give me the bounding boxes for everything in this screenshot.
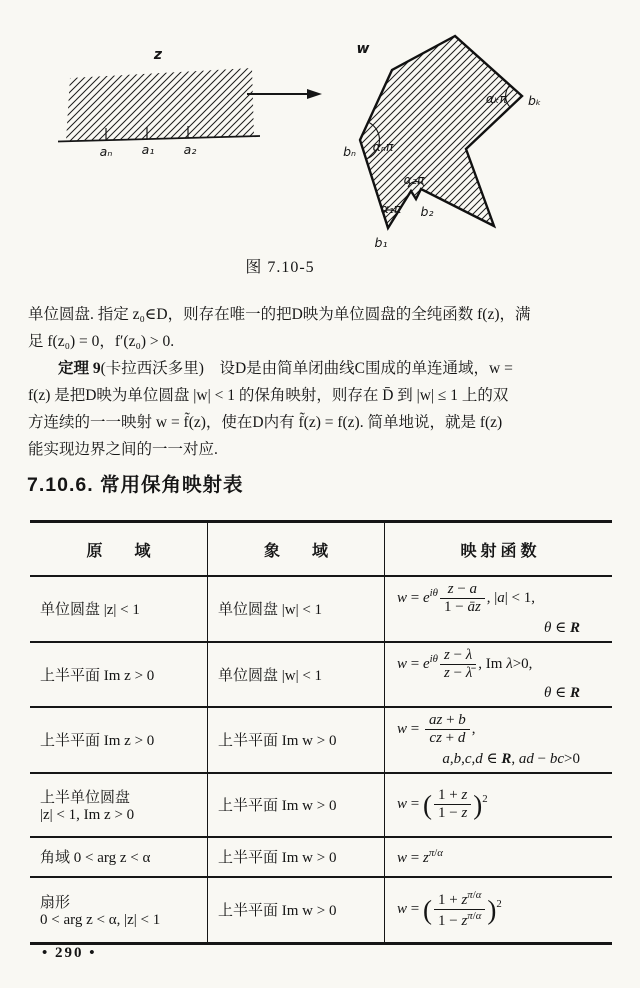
image-cell bbox=[208, 838, 385, 876]
image-text: 上半平面 Im w > 0 bbox=[218, 798, 337, 814]
axis-point-a1: a₁ bbox=[141, 142, 155, 157]
formula: w = ( $\frac{1 + z^{\pi/\alpha}}{1 - z^{\pi/\alpha}}$ )$^2$ bbox=[397, 888, 502, 929]
angle-label-a1: α₁π bbox=[380, 201, 402, 216]
image-text: 单位圆盘 |w| < 1 bbox=[218, 667, 323, 684]
paragraph-line: f(z) 是把D映为单位圆盘 |w| < 1 的保角映射，则存在 D̄ 到 |w| ≤ 1 上的双 bbox=[28, 387, 509, 404]
paragraph-line: 能实现边界之间的一一对应. bbox=[28, 441, 218, 458]
formula: $w = e^{i\theta}$ $\frac{z - a}{1 - āz}$ , |a| < 1, θ ∈ R bbox=[397, 581, 580, 636]
theorem-term: 定理 9 bbox=[58, 360, 101, 377]
domain-text: 单位圆盘 |z| < 1 bbox=[40, 602, 140, 619]
vertex-label-bk: bₖ bbox=[528, 93, 542, 108]
axis-point-a2: a₂ bbox=[183, 142, 197, 157]
formula: w = $\frac{az + b}{cz + d}$ , a,b,c,d ∈ R, ad − bc>0 bbox=[397, 712, 580, 767]
z-plane-label: z bbox=[153, 47, 163, 63]
domain-text: 0 < arg z < α, |z| < 1 bbox=[40, 911, 161, 928]
page-number: • 290 • bbox=[42, 945, 97, 961]
z-half-plane-region bbox=[66, 68, 254, 141]
formula-cell bbox=[385, 774, 612, 836]
mapping-arrow-icon bbox=[247, 89, 322, 99]
formula: $w = z^{\pi/\alpha}$ bbox=[397, 846, 443, 866]
theorem-rest: (卡拉西沃多里) 设D是由简单闭曲线C围成的单连通域，w = bbox=[100, 360, 513, 377]
table-row bbox=[30, 774, 612, 838]
domain-text: 上半平面 Im z > 0 bbox=[40, 667, 155, 684]
domain-cell bbox=[30, 643, 208, 707]
paragraph-line: 单位圆盘. 指定 z₀∈D，则存在唯一的把D映为单位圆盘的全纯函数 f(z)，满 bbox=[28, 306, 531, 323]
image-text: 上半平面 Im w > 0 bbox=[218, 850, 337, 866]
vertex-label-b2: b₂ bbox=[420, 204, 434, 219]
domain-cell bbox=[30, 708, 208, 772]
image-cell bbox=[208, 577, 385, 641]
header-mapping: 映 射 函 数 bbox=[460, 542, 537, 560]
image-cell bbox=[208, 774, 385, 836]
domain-cell bbox=[30, 838, 208, 876]
paragraph-line: 足 f(z₀) = 0，f′(z₀) > 0. bbox=[28, 333, 175, 350]
domain-text: 扇形 bbox=[40, 894, 71, 911]
header-domain: 原 域 bbox=[30, 523, 208, 575]
domain-cell bbox=[30, 774, 208, 836]
section-heading: 7.10.6. 常用保角映射表 bbox=[27, 474, 244, 496]
table-header-row bbox=[30, 523, 612, 577]
domain-text: 角域 0 < arg z < α bbox=[40, 850, 151, 866]
formula-cell bbox=[385, 708, 612, 772]
angle-label-ak: αₖπ bbox=[485, 91, 507, 106]
table-row bbox=[30, 838, 612, 878]
table-row bbox=[30, 878, 612, 942]
formula-cell bbox=[385, 878, 612, 942]
formula-cell bbox=[385, 577, 612, 641]
formula: w = ( $\frac{1 + z}{1 - z}$ )$^2$ bbox=[397, 786, 488, 821]
w-plane-label: w bbox=[356, 41, 370, 57]
body-text bbox=[28, 301, 618, 463]
formula-cell bbox=[385, 838, 612, 876]
table-row bbox=[30, 643, 612, 709]
figure-caption: 图 7.10-5 bbox=[245, 259, 315, 276]
table-row bbox=[30, 708, 612, 774]
w-polygon-region bbox=[360, 36, 522, 228]
vertex-label-bn: bₙ bbox=[343, 144, 356, 159]
domain-text: 上半平面 Im z > 0 bbox=[40, 733, 155, 750]
conformal-mapping-figure bbox=[0, 15, 640, 260]
domain-cell bbox=[30, 878, 208, 942]
image-text: 上半平面 Im w > 0 bbox=[218, 733, 337, 750]
formula: $w = e^{i\theta}$ $\frac{z - \lambda}{z - \lambdā}$ , Im λ>0, θ ∈ R bbox=[397, 646, 580, 701]
image-cell bbox=[208, 878, 385, 942]
image-cell bbox=[208, 643, 385, 707]
header-image: 象 域 bbox=[208, 523, 385, 575]
angle-label-an: αₙπ bbox=[372, 139, 394, 154]
vertex-label-b1: b₁ bbox=[374, 235, 388, 250]
axis-point-an: aₙ bbox=[99, 144, 113, 159]
domain-text: 上半单位圆盘 bbox=[40, 789, 131, 806]
image-cell bbox=[208, 708, 385, 772]
formula-cell bbox=[385, 643, 612, 707]
theorem-line bbox=[28, 355, 618, 382]
paragraph-line: 方连续的一一映射 w = f̃(z)，使在D内有 f̃(z) = f(z). 简单地说，就是 f(z) bbox=[28, 414, 503, 431]
image-text: 单位圆盘 |w| < 1 bbox=[218, 602, 323, 619]
image-text: 上半平面 Im w > 0 bbox=[218, 903, 337, 919]
domain-cell bbox=[30, 577, 208, 641]
domain-text: |z| < 1, Im z > 0 bbox=[40, 806, 135, 823]
angle-label-a2: α₂π bbox=[403, 172, 425, 187]
table-row bbox=[30, 577, 612, 643]
conformal-mapping-table bbox=[30, 520, 612, 945]
